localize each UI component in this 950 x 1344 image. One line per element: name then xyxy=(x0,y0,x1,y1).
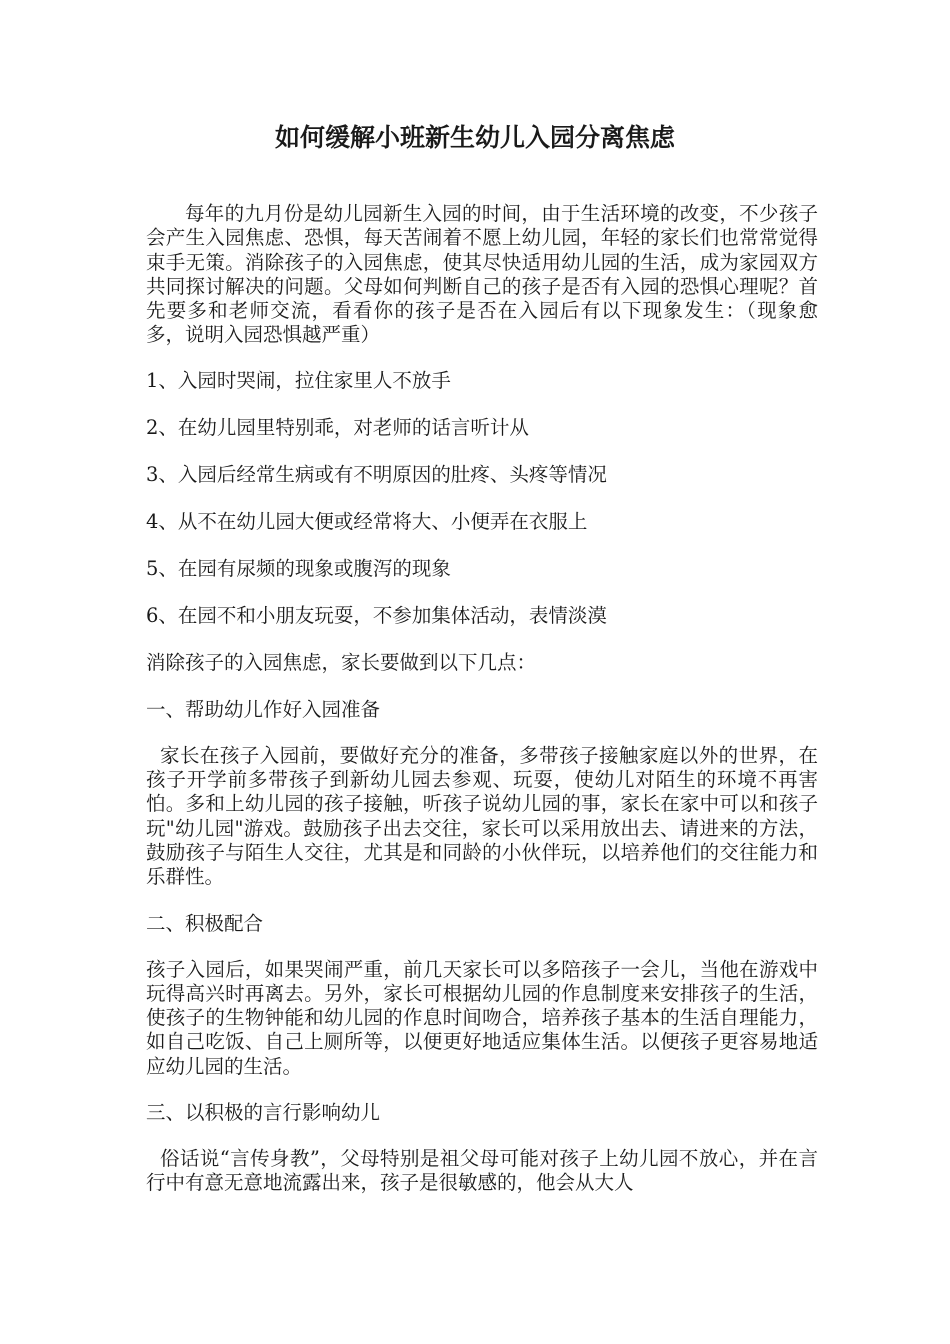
section-body-3: 俗话说“言传身教”，父母特别是祖父母可能对孩子上幼儿园不放心，并在言行中有意无意地流露出来，孩子是很敏感的，他会从大人 xyxy=(146,1147,818,1195)
symptom-item-6: 6、在园不和小朋友玩耍，不参加集体活动，表情淡漠 xyxy=(146,603,607,627)
section-body-2: 孩子入园后，如果哭闹严重，前几天家长可以多陪孩子一会儿，当他在游戏中玩得高兴时再离去。另外，家长可根据幼儿园的作息制度来安排孩子的生活，使孩子的生物钟能和幼儿园的作息时间吻合，培养孩子基本的生活自理能力，如自己吃饭、自己上厕所等，以便更好地适应集体生活。以便孩子更容易地适应幼儿园的生活。 xyxy=(146,957,818,1078)
symptom-item-2: 2、在幼儿园里特别乖，对老师的话言听计从 xyxy=(146,415,529,439)
document-title: 如何缓解小班新生幼儿入园分离焦虑 xyxy=(274,123,675,152)
advice-intro: 消除孩子的入园焦虑，家长要做到以下几点： xyxy=(146,650,537,674)
section-body-1: 家长在孩子入园前，要做好充分的准备，多带孩子接触家庭以外的世界，在孩子开学前多带孩子到新幼儿园去参观、玩耍，使幼儿对陌生的环境不再害怕。多和上幼儿园的孩子接触，听孩子说幼儿园的事，家长在家中可以和孩子玩"幼儿园"游戏。鼓励孩子出去交往，家长可以采用放出去、请进来的方法，鼓励孩子与陌生人交往，尤其是和同龄的小伙伴玩，以培养他们的交往能力和乐群性。 xyxy=(146,743,818,889)
document-body xyxy=(146,202,818,1196)
section-heading-1: 一、帮助幼儿作好入园准备 xyxy=(146,697,381,721)
symptom-item-5: 5、在园有尿频的现象或腹泻的现象 xyxy=(146,556,451,580)
symptom-item-1: 1、入园时哭闹，拉住家里人不放手 xyxy=(146,368,451,392)
symptom-item-3: 3、入园后经常生病或有不明原因的肚疼、头疼等情况 xyxy=(146,462,607,486)
intro-paragraph: 每年的九月份是幼儿园新生入园的时间，由于生活环境的改变，不少孩子会产生入园焦虑、恐惧，每天苦闹着不愿上幼儿园，年轻的家长们也常常觉得束手无策。消除孩子的入园焦虑，使其尽快适用幼儿园的生活，成为家园双方共同探讨解决的问题。父母如何判断自己的孩子是否有入园的恐惧心理呢？首先要多和老师交流，看看你的孩子是否在入园后有以下现象发生：（现象愈多，说明入园恐惧越严重） xyxy=(146,202,818,347)
symptom-item-4: 4、从不在幼儿园大便或经常将大、小便弄在衣服上 xyxy=(146,509,588,533)
section-heading-2: 二、积极配合 xyxy=(146,911,264,935)
section-heading-3: 三、以积极的言行影响幼儿 xyxy=(146,1101,381,1125)
